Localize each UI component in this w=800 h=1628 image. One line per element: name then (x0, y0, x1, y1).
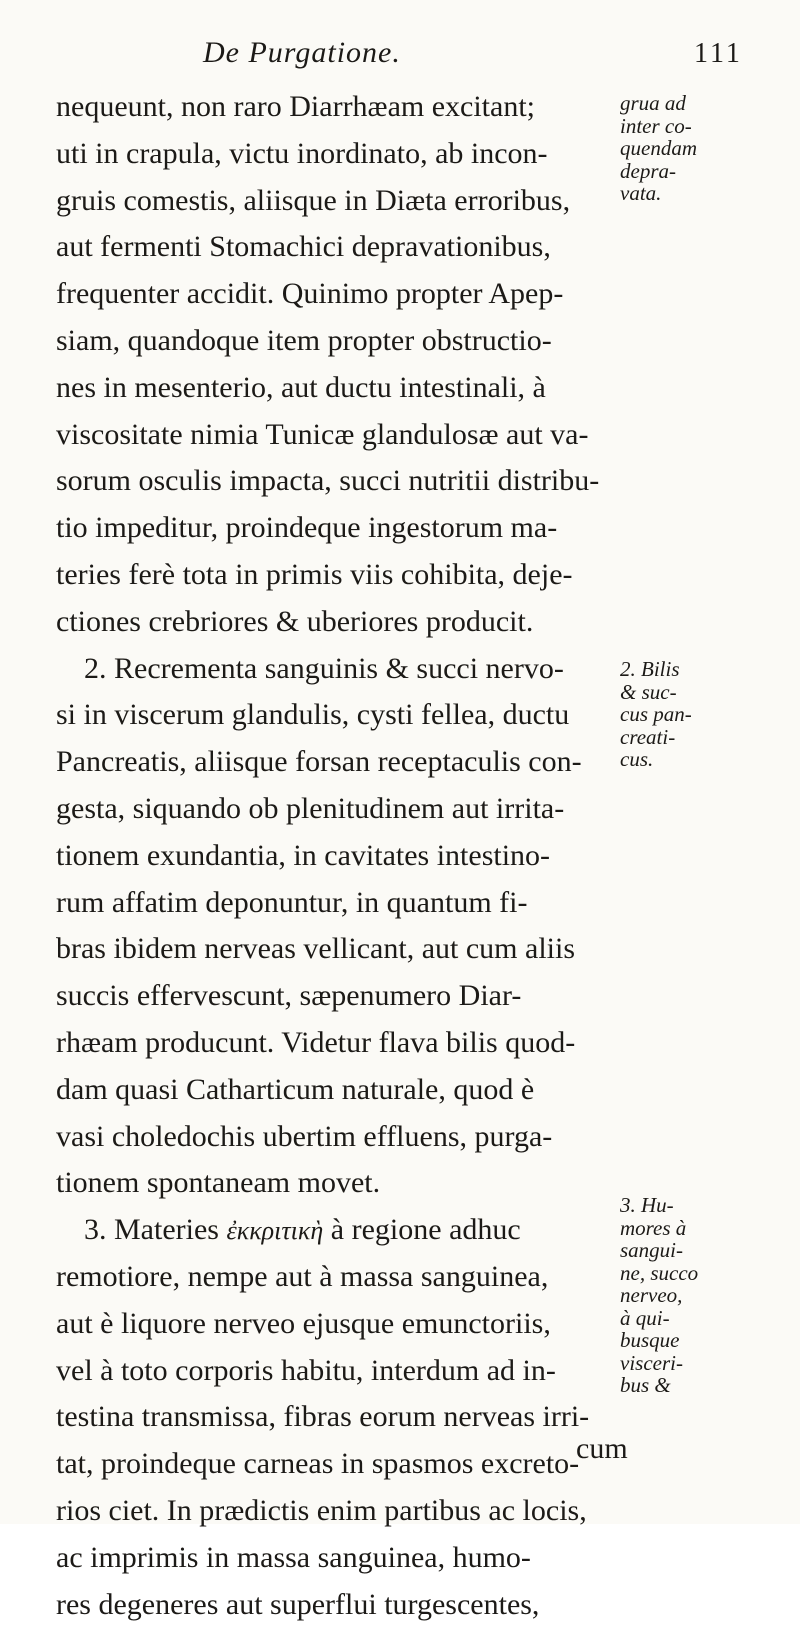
margin-note-line: grua ad (620, 92, 795, 115)
text-line: vel à toto corporis habitu, interdum ad in- (56, 1348, 616, 1395)
margin-note-line: visceri- (620, 1352, 795, 1375)
margin-note-line: depra- (620, 160, 795, 183)
margin-note-line: sangui- (620, 1239, 795, 1262)
margin-note-line: 3. Hu- (620, 1194, 795, 1217)
margin-note-line: quendam (620, 137, 795, 160)
margin-note-line: inter co- (620, 115, 795, 138)
margin-note-line: cus pan- (620, 703, 795, 726)
margin-note-2 (620, 658, 795, 771)
text-line: Pancreatis, aliisque forsan receptaculis con- (56, 739, 616, 786)
margin-note-line: bus & (620, 1374, 795, 1397)
page-number: 111 (694, 38, 743, 70)
text-line: testina transmissa, fibras eorum nerveas irri- (56, 1394, 616, 1441)
text-line: aut è liquore nerveo ejusque emunctoriis, (56, 1301, 616, 1348)
page-header (0, 36, 800, 76)
margin-note-line: ne, succo (620, 1262, 795, 1285)
text-line: ac imprimis in massa sanguinea, humo- (56, 1535, 616, 1582)
margin-note-line: cus. (620, 748, 795, 771)
text-line: rhæam producunt. Videtur flava bilis quod- (56, 1020, 616, 1067)
text-line: tionem spontaneam movet. (56, 1160, 616, 1207)
text-line: viscositate nimia Tunicæ glandulosæ aut va- (56, 412, 616, 459)
text-line: remotiore, nempe aut à massa sanguinea, (56, 1254, 616, 1301)
text-line: dam quasi Catharticum naturale, quod è (56, 1067, 616, 1114)
text-line: frequenter accidit. Quinimo propter Apep- (56, 271, 616, 318)
margin-note-line: à qui- (620, 1307, 795, 1330)
text-line: bras ibidem nerveas vellicant, aut cum aliis (56, 926, 616, 973)
text-line: uti in crapula, victu inordinato, ab incon- (56, 131, 616, 178)
margin-note-line: vata. (620, 182, 795, 205)
text-line: ctiones crebriores & uberiores producit. (56, 599, 616, 646)
text-line: res degeneres aut superflui turgescentes, (56, 1582, 616, 1628)
margin-note-line: mores à (620, 1217, 795, 1240)
text-line: sorum osculis impacta, succi nutritii distribu- (56, 458, 616, 505)
margin-note-1 (620, 92, 795, 205)
text-line: tio impeditur, proindeque ingestorum ma- (56, 505, 616, 552)
text-line: tionem exundantia, in cavitates intestino- (56, 833, 616, 880)
para3-tail: à regione adhuc (331, 1213, 521, 1246)
text-line: vasi choledochis ubertim effluens, purga- (56, 1114, 616, 1161)
text-line: si in viscerum glandulis, cysti fellea, ductu (56, 692, 616, 739)
text-line: gruis comestis, aliisque in Diæta erroribus, (56, 178, 616, 225)
text-line: teries ferè tota in primis viis cohibita, deje- (56, 552, 616, 599)
text-line: rum affatim deponuntur, in quantum fi- (56, 880, 616, 927)
text-line: rios ciet. In prædictis enim partibus ac locis, (56, 1488, 616, 1535)
main-text-column (56, 84, 616, 1628)
text-line: succis effervescunt, sæpenumero Diar- (56, 973, 616, 1020)
margin-note-line: 2. Bilis (620, 658, 795, 681)
text-line: tat, proindeque carneas in spasmos excreto- (56, 1441, 616, 1488)
text-line: gesta, siquando ob plenitudinem aut irrita- (56, 786, 616, 833)
paragraph-3-start (56, 1207, 616, 1254)
paragraph-2-start: 2. Recrementa sanguinis & succi nervo- (56, 646, 616, 693)
catchword: cum (576, 1432, 628, 1466)
text-line: nes in mesenterio, aut ductu intestinali, à (56, 365, 616, 412)
margin-note-line: busque (620, 1329, 795, 1352)
text-line: aut fermenti Stomachici depravationibus, (56, 224, 616, 271)
margin-note-line: creati- (620, 726, 795, 749)
running-title: De Purgatione. (203, 36, 401, 70)
margin-note-3 (620, 1194, 795, 1397)
margin-note-line: & suc- (620, 681, 795, 704)
text-line: nequeunt, non raro Diarrhæam excitant; (56, 84, 616, 131)
text-line: siam, quandoque item propter obstructio- (56, 318, 616, 365)
para3-lead: 3. Materies (84, 1213, 219, 1246)
margin-note-line: nerveo, (620, 1284, 795, 1307)
greek-word: ἐκκριτικὴ (226, 1216, 323, 1245)
